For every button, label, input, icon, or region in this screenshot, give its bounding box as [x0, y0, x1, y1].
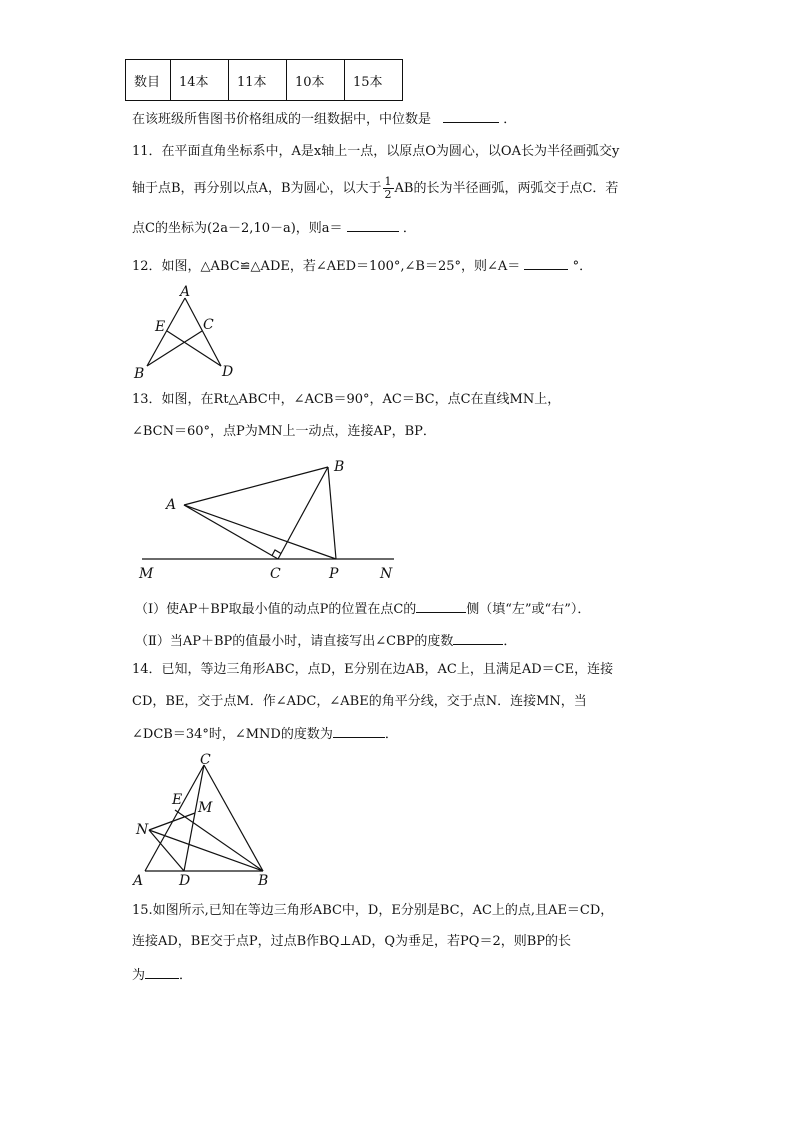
segment-cb — [278, 467, 328, 559]
q13-part-2 — [135, 630, 516, 652]
q11-line-2 — [132, 176, 618, 201]
answer-blank[interactable] — [416, 598, 466, 613]
q11-text-a: 轴于点B，再分别以点A，B为圆心，以大于 — [132, 181, 382, 196]
q15-line-3 — [132, 964, 192, 986]
answer-blank[interactable] — [443, 108, 499, 123]
label-c: C — [200, 752, 211, 768]
table-row — [126, 60, 403, 101]
label-c: C — [203, 317, 214, 333]
label-b: B — [134, 366, 145, 382]
answer-blank[interactable] — [524, 255, 568, 270]
label-n: N — [380, 566, 393, 582]
segment-bp — [328, 467, 336, 559]
q11-text-c: 点C的坐标为(2a－2,10－a)，则a＝ — [132, 221, 343, 236]
q11-line-1: 11．在平面直角坐标系中，A是x轴上一点，以原点O为圆心，以OA长为半径画弧交y — [132, 144, 620, 159]
label-m: M — [198, 800, 213, 816]
segment-ab — [147, 298, 185, 366]
table-cell: 10本 — [287, 60, 345, 101]
table-header-cell: 数目 — [126, 60, 171, 101]
q13-line-2: ∠BCN＝60°，点P为MN上一动点，连接AP，BP． — [132, 424, 436, 439]
count-table — [125, 59, 403, 101]
q14-text: ∠DCB＝34°时，∠MND的度数为 — [132, 727, 333, 742]
q15-text: 为 — [132, 968, 146, 983]
label-p: P — [329, 566, 339, 582]
segment-ab — [184, 467, 328, 505]
label-a: A — [166, 497, 177, 513]
q10-text: 在该班级所售图书价格组成的一组数据中，中位数是 — [132, 112, 432, 127]
q15-line-1: 15.如图所示,已知在等边三角形ABC中，D，E分别是BC，AC上的点,且AE＝CD， — [132, 903, 614, 918]
q12-end: °． — [572, 259, 593, 274]
q14-line-1: 14．已知，等边三角形ABC，点D，E分别在边AB，AC上，且满足AD＝CE，连接 — [132, 662, 614, 677]
segment-nm — [149, 813, 195, 830]
q10-median-line — [132, 108, 516, 130]
answer-blank[interactable] — [145, 964, 179, 979]
q13-part-1 — [135, 598, 590, 620]
q11-end: ． — [402, 221, 416, 236]
q12-text: 12．如图，△ABC≌△ADE，若∠AED＝100°,∠B＝25°，则∠A＝ — [132, 259, 521, 274]
q14-triangle-figure — [130, 750, 280, 890]
label-c: C — [270, 566, 281, 582]
label-n: N — [136, 822, 149, 838]
label-d: D — [222, 364, 234, 380]
q14-end: ． — [384, 727, 398, 742]
q13-part-1-end: 侧（填“左”或“右”）． — [466, 602, 591, 617]
label-a: A — [133, 873, 144, 889]
right-angle-mark — [272, 550, 281, 556]
table-cell: 15本 — [345, 60, 403, 101]
label-e: E — [172, 792, 183, 808]
q13-part-2-end: ． — [503, 634, 517, 649]
q14-line-2: CD，BE，交于点M．作∠ADC，∠ABE的角平分线，交于点N．连接MN，当 — [132, 694, 587, 709]
q14-line-3 — [132, 723, 398, 745]
q15-line-2: 连接AD，BE交于点P，过点B作BQ⊥AD，Q为垂足，若PQ＝2，则BP的长 — [132, 934, 572, 949]
q11-line-3 — [132, 217, 416, 239]
q13-triangle-figure — [130, 455, 410, 585]
q10-end: ． — [503, 112, 517, 127]
side-cb — [204, 765, 263, 871]
label-b: B — [334, 459, 345, 475]
q12-line — [132, 255, 592, 277]
q12-triangle-figure — [130, 282, 250, 382]
q15-end: ． — [179, 968, 193, 983]
table-cell: 14本 — [171, 60, 229, 101]
segment-ac — [184, 505, 278, 559]
table-cell: 11本 — [229, 60, 287, 101]
answer-blank[interactable] — [347, 217, 399, 232]
q13-part-2-text: （Ⅱ）当AP＋BP的值最小时，请直接写出∠CBP的度数 — [135, 634, 454, 649]
side-ca — [145, 765, 204, 871]
label-b: B — [258, 873, 269, 889]
answer-blank[interactable] — [453, 630, 503, 645]
answer-blank[interactable] — [333, 723, 385, 738]
label-m: M — [139, 566, 154, 582]
q11-text-b: AB的长为半径画弧，两弧交于点C．若 — [394, 181, 619, 196]
label-a: A — [180, 284, 191, 300]
segment-be — [175, 810, 263, 871]
label-e: E — [155, 319, 166, 335]
fraction-one-half — [383, 176, 394, 201]
segment-ap — [184, 505, 336, 559]
label-d: D — [179, 873, 191, 889]
fraction-denominator: 2 — [384, 188, 392, 201]
q13-line-1: 13．如图，在Rt△ABC中，∠ACB＝90°，AC＝BC，点C在直线MN上， — [132, 392, 561, 407]
q13-part-1-text: （Ⅰ）使AP＋BP取最小值的动点P的位置在点C的 — [135, 602, 417, 617]
fraction-numerator: 1 — [384, 175, 392, 188]
